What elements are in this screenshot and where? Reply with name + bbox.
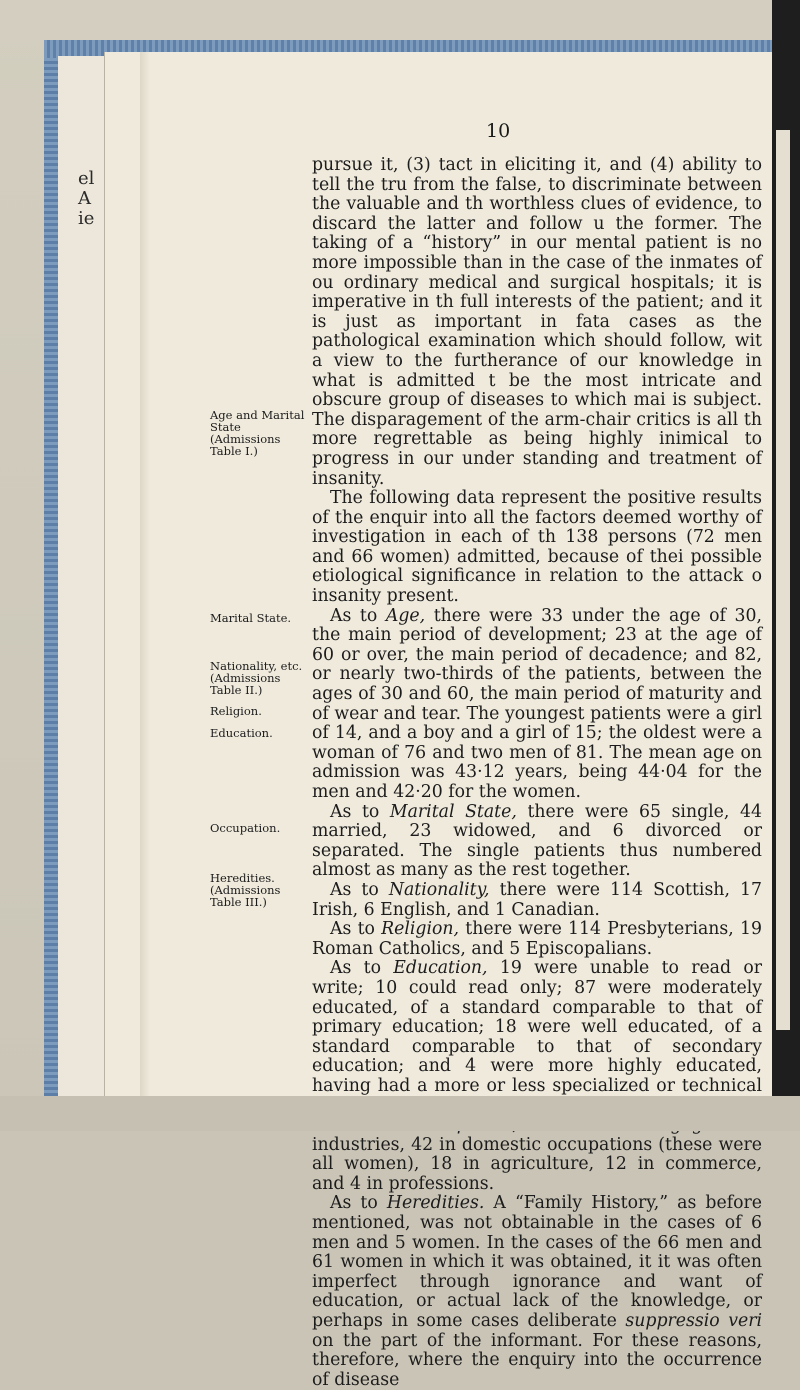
paragraph-nationality: As to Nationality, there were 114 Scottish, 17 Irish, 6 English, and 1 Canadian. xyxy=(312,879,762,920)
previous-page-fragment: el xyxy=(78,168,95,189)
side-note-education: Education. xyxy=(210,726,273,740)
paragraph: pursue it, (3) tact in eliciting it, and (4) ability to tell the tru from the false, to discriminate between the valuable and th worthless clues of evidence, to discard the latter and follow u the former. The taking of a “history” in our mental patient is no more impossible than in the case of the inmates of ou ordinary medical and surgical hospitals; it is imperative in th full interests of the patient; and it is just as important in fata cases as the pathological examination which should follow, wit a view to the furtherance of our knowledge in what is admitted t be the most intricate and obscure group of diseases to which mai is subject. The disparagement of the arm-chair critics is all th more regrettable as being highly inimical to progress in our under standing and treatment of insanity. xyxy=(312,155,762,489)
side-note-occupation: Occupation. xyxy=(210,821,281,835)
side-note-nationality: Nationality, etc. (Admissions Table II.) xyxy=(210,659,303,697)
paragraph-age: As to Age, there were 33 under the age of 30, the main period of development; 23 at the age of 60 or over, the main period of decadence; and 82, or nearly two-thirds of the patients, between the ages of 30 and 60, the main period of maturity and of wear and tear. The youngest patients were a girl of 14, and a boy and a girl of 15; the oldest were a woman of 76 and two men of 81. The mean age on admission was 43·12 years, being 44·04 for the men and 42·20 for the women. xyxy=(312,605,763,802)
page-number: 10 xyxy=(486,120,511,142)
side-note-age: Age and Marital State (Admissions Table I.) xyxy=(210,408,305,458)
side-note-heredities: Heredities. (Admissions Table III.) xyxy=(210,871,281,909)
previous-page-fragment: ie xyxy=(78,208,95,229)
side-note-religion: Religion. xyxy=(210,704,262,718)
page-gutter-shadow xyxy=(140,52,150,1096)
page-body-text xyxy=(312,156,762,1390)
section-term: Heredities. xyxy=(386,1193,485,1214)
paragraph-heredities: As to Heredities. A “Family History,” as before mentioned, was not obtainable in the cases of 6 men and 5 women. In the cases of the 66 men and 61 women in which it was obtained, it it was often imperfect through ignorance and want of education, or actual lack of the knowledge, or perhaps in some cases deliberate suppressio veri on the part of the informant. For these reasons, therefore, where the enquiry into the occurrence of disease xyxy=(312,1193,762,1390)
side-note-marital-state: Marital State. xyxy=(210,611,292,625)
section-term: Age, xyxy=(385,605,426,626)
paragraph-marital-state: As to Marital State, there were 65 single, 44 married, 23 widowed, and 6 divorced or separated. The single patients thus numbered almost as many as the rest together. xyxy=(312,801,762,881)
paragraph-education: As to Education, 19 were unable to read or write; 10 could read only; 87 were moderately educated, of a standard comparable to that of primary education; 18 were well educated, of a standard comparable to that of secondary education; and 4 were more highly educated, having had a more or less specialized or technical xyxy=(312,958,762,1096)
scanner-right-edge xyxy=(772,0,800,1131)
section-term: Marital State, xyxy=(389,801,517,822)
paragraph-occupation: industries, 42 in domestic occupations (these were all women), 18 in agriculture, 12 in commerce, and 4 in professions. xyxy=(312,1116,762,1194)
section-term: Religion, xyxy=(381,919,460,940)
section-term: Nationality, xyxy=(388,879,490,900)
scanner-bottom-edge xyxy=(0,1096,800,1131)
paragraph: The following data represent the positive results of the enquir into all the factors deemed worthy of investigation in each of th 138 persons (72 men and 66 women) admitted, because of thei possible etiological significance in relation to the attack o insanity present. xyxy=(312,488,762,607)
previous-page-fragment: A xyxy=(78,188,91,209)
latin-phrase: suppressio veri xyxy=(625,1311,762,1332)
paragraph-religion: As to Religion, there were 114 Presbyterians, 19 Roman Catholics, and 5 Episcopalians. xyxy=(312,919,762,959)
section-term: Education, xyxy=(393,958,488,979)
